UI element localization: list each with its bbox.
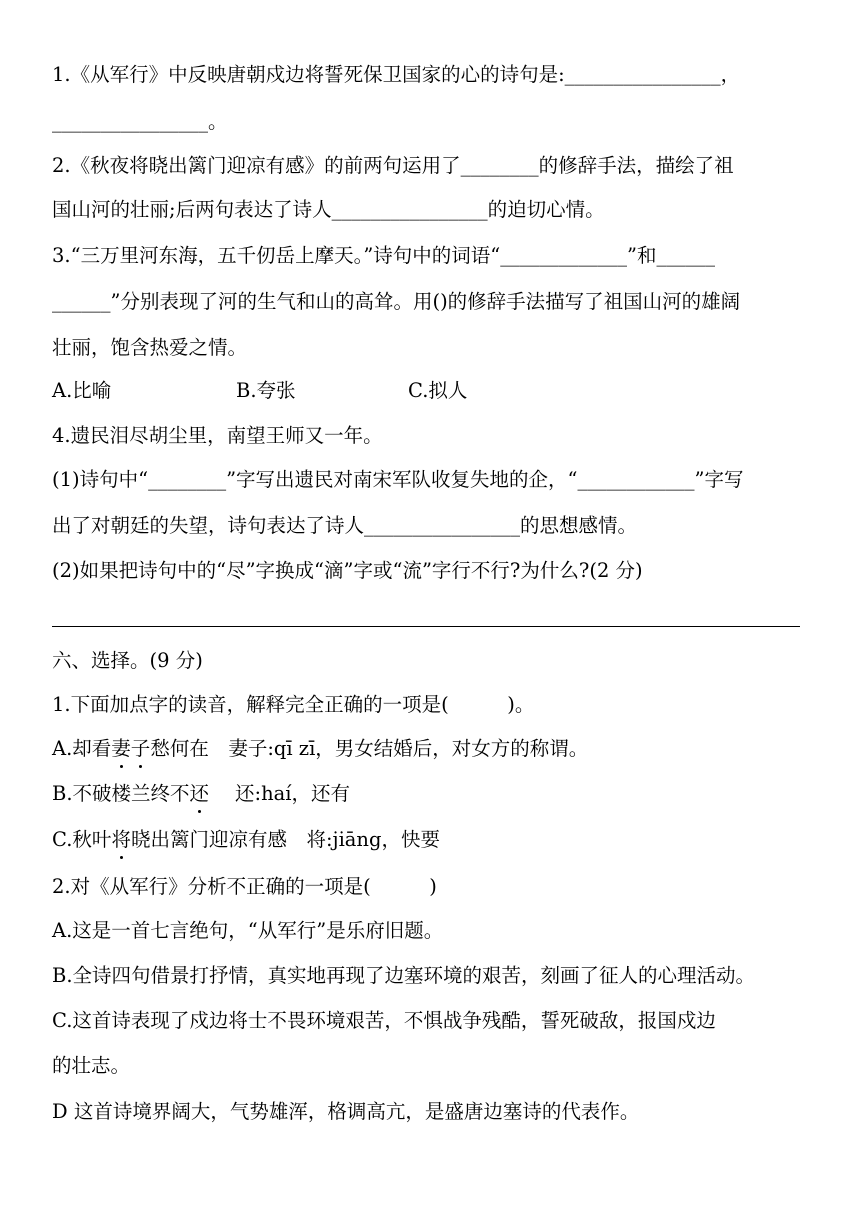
- s2-option-c-line-2: 的壮志。: [52, 1054, 131, 1077]
- q3-option-a: A.比喻: [52, 379, 112, 402]
- s1-c-dotted-char: 将: [111, 825, 131, 855]
- s1-option-c: [52, 825, 820, 855]
- s1-a-dotted-char-2: 子: [131, 734, 151, 764]
- q3-line-2: ______”分别表现了河的生气和山的高耸。用()的修辞手法描写了祖国山河的雄阔: [52, 290, 741, 313]
- q3-option-c: C.拟人: [408, 379, 468, 402]
- s1-b-dotted-char: 还: [190, 779, 210, 809]
- q4-line: 4.遗民泪尽胡尘里，南望王师又一年。: [52, 424, 383, 447]
- q4-1-line-1: (1)诗句中“________”字写出遗民对南宋军队收复失地的企，“____________”字写: [52, 468, 744, 491]
- q1-line-1: 1.《从军行》中反映唐朝戍边将誓死保卫国家的心的诗句是:________________，: [52, 63, 741, 86]
- q1-line-2: ________________。: [52, 110, 228, 133]
- q3-line-1: 3.“三万里河东海，五千仞岳上摩天。”诗句中的词语“_____________”和______: [52, 244, 715, 267]
- q3-option-b: B.夸张: [236, 379, 296, 402]
- s2-option-a: A.这是一首七言绝句，“从军行”是乐府旧题。: [52, 919, 444, 942]
- s1-b-prefix: B.不破楼兰终不: [52, 782, 190, 805]
- answer-rule: [52, 626, 800, 627]
- s1-a-suffix: 愁何在 妻子:qī zī，男女结婚后，对女方的称谓。: [150, 737, 589, 760]
- s2-option-c-line-1: C.这首诗表现了戍边将士不畏环境艰苦，不惧战争残酷，誓死破敌，报国戍边: [52, 1009, 716, 1032]
- s2-option-b: B.全诗四句借景打抒情，真实地再现了边塞环境的艰苦，刻画了征人的心理活动。: [52, 964, 756, 987]
- s1-a-prefix: A.却看: [52, 737, 112, 760]
- section-6-heading: 六、选择。(9 分): [52, 649, 203, 672]
- q2-line-1: 2.《秋夜将晓出篱门迎凉有感》的前两句运用了________的修辞手法，描绘了祖: [52, 154, 734, 177]
- s1-b-suffix: 还:haí，还有: [235, 782, 351, 805]
- s1-c-prefix: C.秋叶: [52, 828, 112, 851]
- s1-option-b: [52, 779, 820, 809]
- s2-option-d: D 这首诗境界阔大，气势雄浑，格调高亢，是盛唐边塞诗的代表作。: [52, 1100, 640, 1123]
- s1-option-a: [52, 734, 820, 764]
- q4-2-line: (2)如果把诗句中的“尽”字换成“滴”字或“流”字行不行?为什么?(2 分): [52, 559, 643, 582]
- q4-1-line-2: 出了对朝廷的失望，诗句表达了诗人________________的思想感情。: [52, 514, 638, 537]
- s1-a-dotted-char-1: 妻: [111, 734, 131, 764]
- s2-stem: 2.对《从军行》分析不正确的一项是( ): [52, 875, 437, 898]
- s1-c-suffix: 晓出篱门迎凉有感 将:jiāng，快要: [130, 828, 440, 851]
- s1-stem: 1.下面加点字的读音，解释完全正确的一项是( )。: [52, 693, 535, 716]
- q2-line-2: 国山河的壮丽;后两句表达了诗人________________的迫切心情。: [52, 198, 605, 221]
- q3-line-3: 壮丽，饱含热爱之情。: [52, 336, 248, 359]
